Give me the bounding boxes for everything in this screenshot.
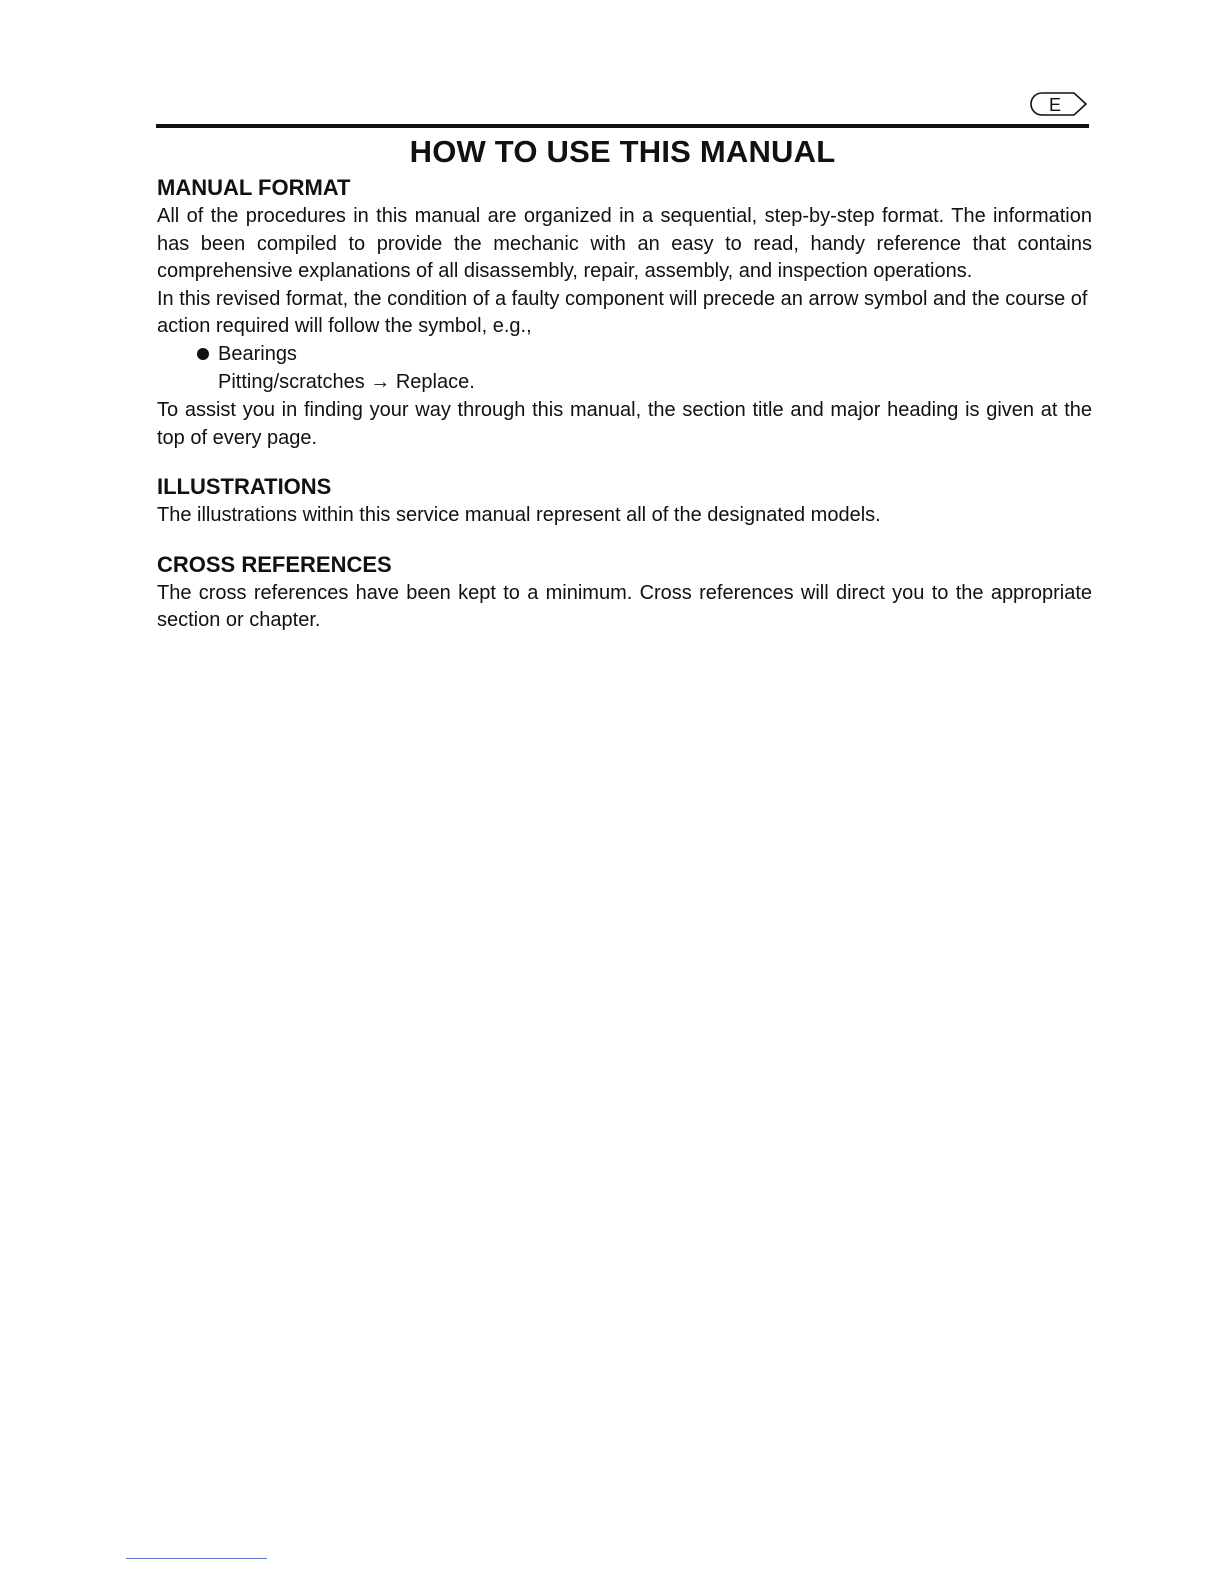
- page-title: HOW TO USE THIS MANUAL: [409, 134, 836, 169]
- language-badge-label: E: [1048, 95, 1062, 115]
- example-item-label: Bearings: [218, 342, 297, 365]
- section-heading-illustrations: ILLUSTRATIONS: [157, 474, 332, 499]
- footer-rule: [126, 1558, 267, 1559]
- manual-content: [157, 173, 1092, 635]
- language-badge-icon: [1024, 91, 1088, 117]
- section-heading-manual-format: MANUAL FORMAT: [157, 175, 351, 200]
- manual-format-paragraph-1: All of the procedures in this manual are organized in a sequential, step-by-step format. The information has been compiled to provide the mechanic with an easy to read, handy reference that contains comprehensive explanations of all disassembly, repair, assembly, and inspection operations.: [157, 205, 1092, 282]
- example-bullet-item: [157, 341, 1092, 369]
- section-heading-cross-references: CROSS REFERENCES: [157, 551, 392, 577]
- bullet-icon: [197, 348, 209, 360]
- cross-references-paragraph: The cross references have been kept to a minimum. Cross references will direct you to the appropriate section or chapter.: [157, 581, 1092, 631]
- example-action: Pitting/scratches → Replace.: [218, 371, 475, 393]
- manual-format-paragraph-3: To assist you in finding your way through this manual, the section title and major heading is given at the top of every page.: [157, 399, 1092, 449]
- manual-format-paragraph-2: In this revised format, the condition of a faulty component will precede an arrow symbol and the course of action required will follow the symbol, e.g.,: [157, 287, 1088, 337]
- header-rule: [156, 124, 1089, 128]
- illustrations-paragraph: The illustrations within this service manual represent all of the designated models.: [157, 504, 881, 526]
